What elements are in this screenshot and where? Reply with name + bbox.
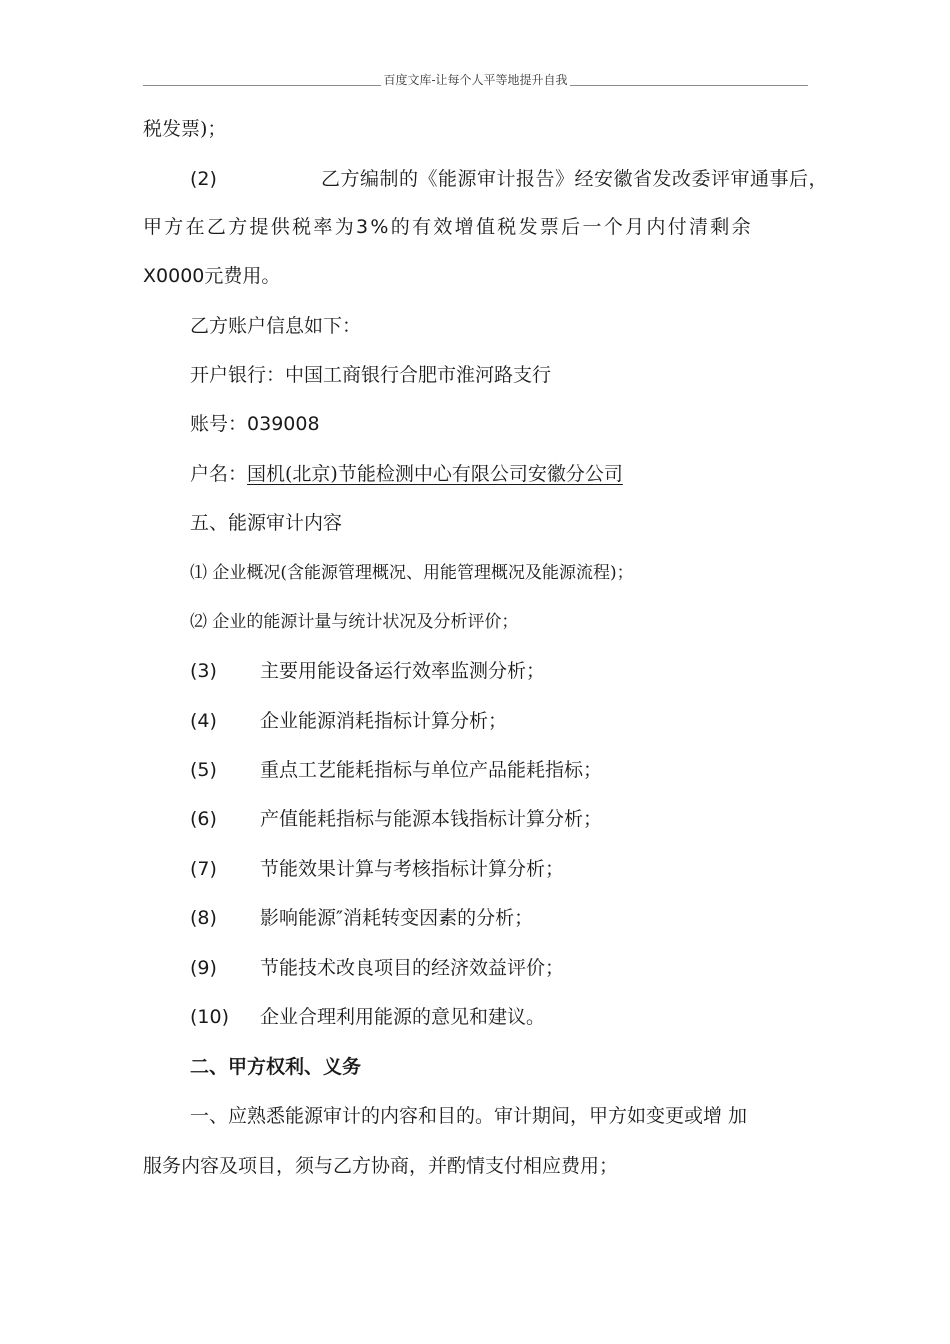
list-item: [190, 955, 564, 981]
account-label: 账号：: [190, 413, 248, 435]
bank-line: [190, 362, 551, 388]
amount: X0000: [143, 265, 205, 287]
item-text: 重点工艺能耗指标与单位产品能耗指标；: [260, 759, 603, 781]
list-item: [190, 757, 602, 783]
item-text: 产值能耗指标与能源本钱指标计算分析；: [260, 808, 603, 830]
item-text: 企业能源消耗指标计算分析；: [260, 710, 508, 732]
item-text: 企业合理利用能源的意见和建议。: [260, 1006, 546, 1028]
list-item: [190, 806, 602, 832]
paragraph-line: 税发票)；: [143, 118, 227, 140]
paragraph-line: [143, 214, 753, 240]
item-text: 节能效果计算与考核指标计算分析；: [260, 858, 565, 880]
paragraph-line: [190, 166, 828, 192]
bank-label: 开户银行：: [190, 364, 286, 386]
bank-value: 中国工商银行合肥市淮河路支行: [285, 364, 552, 386]
section-heading: 五、能源审计内容: [190, 512, 343, 534]
paragraph-line: [143, 263, 280, 289]
item-text: 节能技术改良项目的经济效益评价；: [260, 957, 565, 979]
item-number: (8): [190, 907, 217, 929]
list-item: ⑴ 企业概况(含能源管理概况、用能管理概况及能源流程)；: [190, 563, 634, 583]
item-text: 影响能源″消耗转变因素的分析；: [260, 907, 534, 929]
item-text: 主要用能设备运行效率监测分析；: [260, 660, 546, 682]
item-number: (7): [190, 858, 217, 880]
list-item: [190, 905, 533, 931]
list-item: ⑵ 企业的能源计量与统计状况及分析评价；: [190, 612, 519, 632]
item-number: (10): [190, 1006, 230, 1028]
account-value: 039008: [247, 413, 320, 435]
list-item: [190, 856, 564, 882]
paragraph-line: 服务内容及项目，须与乙方协商，并酌情支付相应费用；: [143, 1155, 619, 1177]
account-info-title: 乙方账户信息如下：: [190, 315, 362, 337]
list-item: [190, 658, 545, 684]
item-number: (6): [190, 808, 217, 830]
paragraph-line: 一、应熟悉能源审计的内容和目的。审计期间，甲方如变更或增 加: [190, 1105, 748, 1127]
header-text: 百度文库-让每个人平等地提升自我: [383, 73, 568, 87]
section-heading: 二、甲方权利、义务: [190, 1056, 362, 1078]
paragraph-text: 甲方在乙方提供税率为: [143, 216, 357, 238]
item-number: (9): [190, 957, 217, 979]
account-name-line: [190, 461, 623, 487]
paragraph-text: 乙方编制的《能源审计报告》经安徽省发改委评审通事后，: [320, 168, 828, 190]
paragraph-text: 的有效增值税发票后一个月内付清剩余: [390, 216, 753, 238]
item-number: (5): [190, 759, 217, 781]
paragraph-text: 元费用。: [204, 265, 281, 287]
account-line: [190, 411, 320, 437]
item-number: (4): [190, 710, 217, 732]
tax-rate: 3%: [356, 216, 391, 238]
item-number: (3): [190, 660, 217, 682]
account-name-label: 户名：: [190, 463, 248, 485]
list-item: [190, 1004, 545, 1030]
item-number: (2): [190, 168, 217, 190]
page-header: [143, 72, 808, 92]
list-item: [190, 708, 507, 734]
account-name-value: 国机(北京)节能检测中心有限公司安徽分公司: [247, 463, 623, 485]
